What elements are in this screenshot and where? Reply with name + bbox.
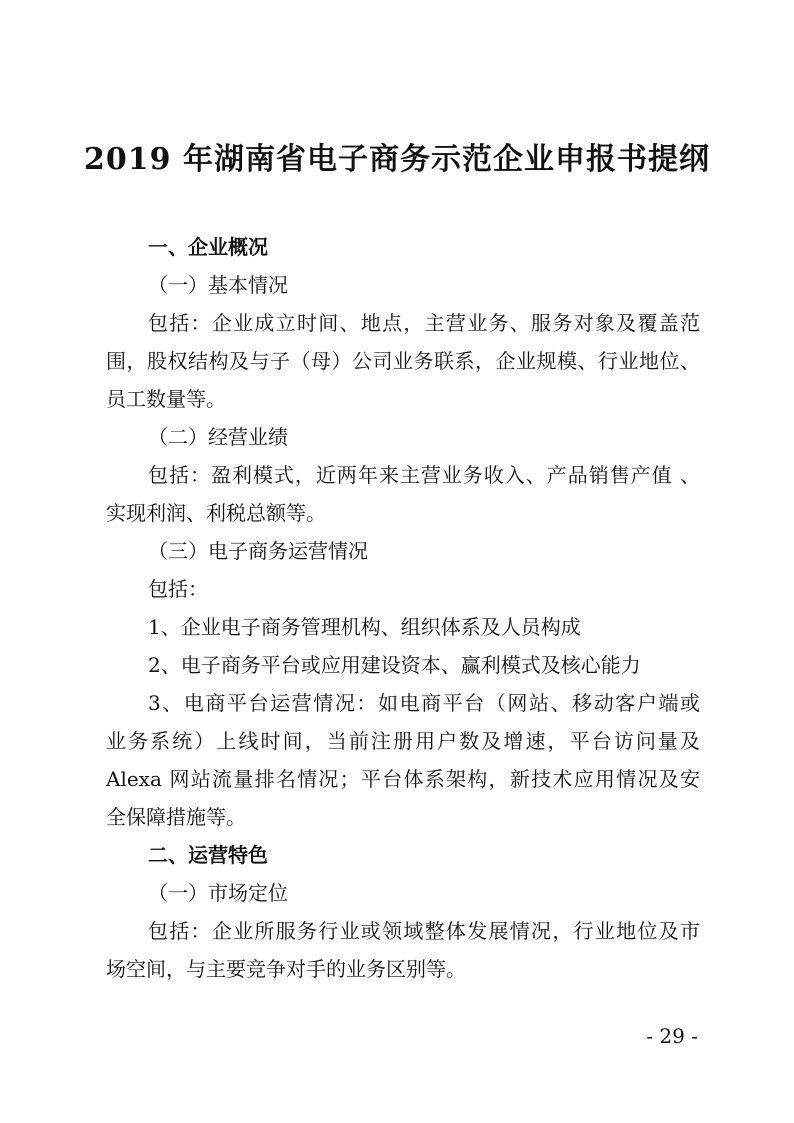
list-item: 1、企业电子商务管理机构、组织体系及人员构成 [148, 615, 581, 639]
section-heading-operating-features: 二、运营特色 [148, 843, 268, 867]
document-title: 2019 年湖南省电子商务示范企业申报书提纲 [84, 142, 710, 177]
subsection-heading-ecommerce-operations: （三）电子商务运营情况 [148, 539, 368, 563]
paragraph-line: 全保障措施等。 [106, 805, 246, 829]
subsection-heading-business-performance: （二）经营业绩 [148, 425, 288, 449]
paragraph-line: 围，股权结构及与子（母）公司业务联系，企业规模、行业地位、 [106, 349, 700, 373]
paragraph-line: Alexa 网站流量排名情况；平台体系架构，新技术应用情况及安 [106, 767, 700, 791]
list-item: 3、电商平台运营情况：如电商平台（网站、移动客户端或 [148, 691, 700, 715]
paragraph-line: 业务系统）上线时间，当前注册用户数及增速，平台访问量及 [106, 729, 700, 753]
subsection-heading-basic-info: （一）基本情况 [148, 273, 288, 297]
section-heading-company-overview: 一、企业概况 [148, 235, 268, 259]
subsection-heading-market-positioning: （一）市场定位 [148, 881, 288, 905]
paragraph-line: 实现利润、利税总额等。 [106, 501, 326, 525]
paragraph-line: 场空间，与主要竞争对手的业务区别等。 [106, 957, 466, 981]
page-number: - 29 - [646, 1024, 698, 1048]
list-item: 2、电子商务平台或应用建设资本、赢利模式及核心能力 [148, 653, 641, 677]
paragraph-line: 包括： [148, 577, 208, 601]
paragraph-line: 包括：盈利模式，近两年来主营业务收入、产品销售产值 、 [148, 463, 700, 487]
paragraph-line: 员工数量等。 [106, 387, 226, 411]
paragraph-line: 包括：企业成立时间、地点，主营业务、服务对象及覆盖范 [148, 311, 700, 335]
paragraph-line: 包括：企业所服务行业或领域整体发展情况，行业地位及市 [148, 919, 700, 943]
